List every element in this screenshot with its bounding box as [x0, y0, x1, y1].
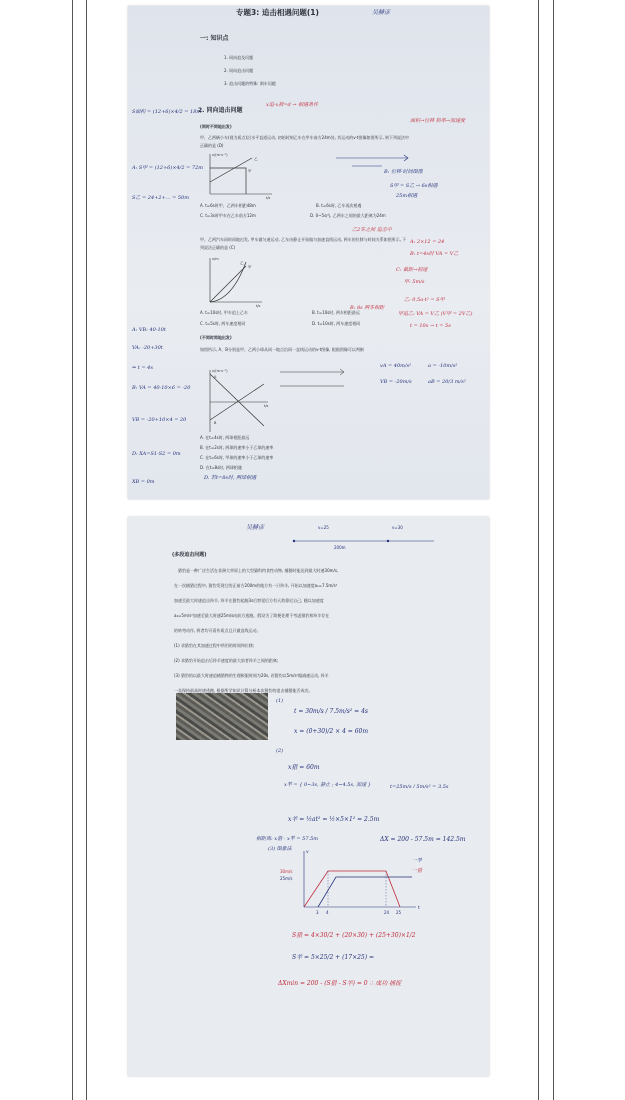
chart-b-xt	[206, 256, 266, 306]
hand-note-left-4: A: VB: 40-10t	[132, 327, 166, 333]
hand-red-5: 乙: 0.5a·t² = S甲	[404, 297, 445, 303]
answer-2-xantelope: x羊 = { 0~3s, 静止 ; 4~4.5s, 加速 }	[284, 782, 371, 788]
hand-note-right-4: vA = 40m/s²	[380, 363, 412, 369]
answer-2-xcheetah: x猎 = 60m	[288, 764, 320, 771]
hand-note-right-7: aB = 20/3 m/s²	[428, 379, 466, 385]
answer-1-disp: x = (0+30)/2 × 4 = 60m	[294, 728, 369, 735]
problem-a-text: 甲、乙两辆小车(视为质点)沿水平直道运动, 初始时刻乙车在甲车前方24m处, 其运动的v-t图像如图所示, 则下列说法中正确的是 (D)	[200, 135, 410, 148]
hand-note-left-5: VA: -20+30t	[132, 345, 163, 351]
chart-b-series-b: 乙	[240, 261, 244, 265]
sketch-chase-diagram	[288, 519, 438, 549]
note-area-slope: 面积→位移 斜率→加速度	[410, 118, 465, 124]
graph3-speed-hi: 30m/s	[280, 869, 293, 874]
problem-a-option-b: B. t=6s时, 乙车再次相遇	[316, 203, 362, 208]
page-border-left-inner	[86, 0, 87, 1100]
problem-line-9: 一直保持最高时速逃跑, 根据所学知识计算分析本次猎豹的追击捕猎能否成功。	[174, 688, 313, 693]
hand-red-7: t = 10s → t = 5s	[410, 323, 451, 329]
problem-question-3: (3) 猎豹的以最大时速追捕猎物的生理极限时间为20s, 若猎豹以5m/s²做减速运动, 羚羊	[174, 673, 329, 678]
answer-1-time: t = 30m/s / 7.5m/s² = 4s	[294, 708, 368, 715]
chart-a-series-b: 乙	[254, 157, 258, 161]
problem-line-3: 加速至最大时速追击羚羊, 羚羊在猎豹起跑3s后察觉后方有天敌靠近自己, 随以加速度	[174, 598, 324, 603]
hand-note-left-2: A: S甲 = (12+6)×4/2 = 72m	[132, 165, 204, 171]
hand-note-left-8: VB = -20+10×4 = 20	[132, 417, 187, 423]
problem-c-text: 如图所示, A、B分别是甲、乙两小球从同一地点沿同一直线运动的v-t图像, 根据图像可以判断	[200, 347, 364, 352]
hand-note-right-2: S甲 = S乙 → 6s相遇	[390, 183, 438, 189]
note-meet-condition: x追-x被=d → 相遇条件	[266, 102, 319, 108]
chart-b-axis-x: x/m	[212, 257, 219, 261]
answer-1-label: (1)	[276, 698, 284, 704]
problem-line-5: 的转弯动作, 两者均可看作质点且只做直线运动。	[174, 628, 261, 633]
chart-a-vt	[206, 152, 276, 198]
chart-b-axis-t: t/s	[256, 304, 261, 308]
chart-c-series-b: B	[214, 421, 217, 425]
page-border-right-outer	[553, 0, 554, 1100]
answer-2-gap: 相距离: x猎 - x羊 = 57.5m	[256, 836, 319, 842]
problem-b-option-c: C. t=5s时, 两车速度相同	[200, 321, 246, 326]
hand-note-right-1: B: 位移-时间图像	[384, 169, 423, 175]
chart-c-axis-v: v/(m·s⁻¹)	[212, 369, 228, 373]
problem-b-option-b: B. t=10s时, 两车相距最远	[312, 310, 360, 315]
hand-note-right-3: 25m相遇	[396, 193, 418, 199]
chart-a-series-a: 甲	[248, 169, 252, 173]
student-name: 吴赫彦	[372, 9, 391, 16]
hand-red-2: B: t=4s时 VA = V乙	[410, 251, 459, 257]
hand-note-left-7: B: VA = 40-10×6 = -20	[132, 385, 191, 391]
problem-c-option-d: D. 在t=8s时, 两球相遇	[200, 465, 242, 470]
hand-red-6: 甲追乙: VA = V乙 (V甲 = 2V乙)	[398, 311, 473, 317]
sub-heading-same-time: (同时不同地出发)	[200, 124, 232, 129]
hand-note-right-5: a = -10m/s²	[428, 363, 458, 369]
graph3-speed-lo: 25m/s	[280, 876, 293, 881]
problem-question-2: (2) 求猎豹开始追击后羚羊速度的最大前者羚羊之间的距离;	[174, 658, 279, 663]
knowledge-item-2: 2. 同向追击问题	[224, 68, 254, 73]
graph3-t3: 24	[384, 910, 390, 915]
chart-a-axis-v: v/(m·s⁻¹)	[212, 153, 228, 157]
section-heading-multistage: (多段追击问题)	[172, 552, 207, 558]
hand-note-right-8: D. 若t=8s时, 两球相遇	[204, 475, 257, 481]
graph3-t1: 3	[316, 910, 319, 915]
problem-b-text: 甲、乙两汽车同时同地出发, 甲车做匀速运动, 乙车由静止开始做匀加速直线运动, 两车的位移与时间关系如图所示, 下列说法正确的是 (C)	[200, 237, 407, 250]
problem-a-option-d: D. 0~5s内, 乙两车之间的最大距离为24m	[310, 213, 386, 218]
section-heading-same-direction: 2. 同向追击问题	[198, 107, 243, 114]
sketch-arrow-axis-2	[278, 366, 348, 392]
student-name-2: 吴赫彦	[246, 524, 265, 531]
graph3-legend-cheetah: 一猎	[412, 868, 423, 874]
problem-line-1: 猎豹是一种广泛生活在非洲大草原上的大型猫科肉食性动物, 捕猎时能达到最大时速30m/s,	[178, 568, 339, 573]
problem-question-1: (1) 求猎豹在其加速过程中所用的时间和位移;	[174, 643, 255, 648]
knowledge-item-3: 3. 追击问题的特殊: 刹车问题	[224, 81, 276, 86]
section-heading-knowledge: 一: 知识点	[200, 35, 229, 42]
problem-a-option-a: A. t=6s时甲、乙两车相距48m	[200, 203, 256, 208]
answer-2-delta: ΔX = 200 - 57.5m = 142.5m	[380, 836, 466, 843]
answer-3-vt-graph	[280, 847, 430, 919]
hand-red-9: B: 8s 两车相距	[350, 305, 385, 311]
hand-red-4: 甲: 5m/s	[404, 279, 425, 285]
hand-red-1: A: 2×12 = 24	[410, 239, 445, 245]
chart-c-series-a: A	[214, 375, 217, 379]
hand-red-3: C: 截距→初速	[396, 267, 428, 273]
problem-b-option-d: D. t=10s时, 两车速度相同	[312, 321, 361, 326]
answer-3-conclusion: ΔXmin = 200 - (S猎 - S羊) = 0 ∴ 成功 捕捉	[278, 980, 402, 987]
hand-note-left-6: ⇒ t = 4s	[132, 365, 153, 371]
problem-c-option-a: A. 在t=4s时, 两球相距最远	[200, 435, 250, 440]
graph3-t2: 4	[326, 910, 329, 915]
page-border-left-outer	[72, 0, 73, 1100]
page-border-right-inner	[538, 0, 539, 1100]
sub-heading-diff-time: (不同时同地出发)	[200, 335, 232, 340]
chart-a-axis-t: t/s	[266, 196, 271, 200]
graph3-axis-v: v	[306, 850, 309, 855]
knowledge-item-1: 1. 同向追及问题	[224, 55, 254, 60]
hand-note-left-10: XB = 0m	[132, 479, 155, 485]
sketch-dist: 200m	[334, 545, 346, 550]
problem-c-option-c: C. 在t=6s时, 甲球的速率小于乙球的速率	[200, 455, 274, 460]
answer-2-label: (2)	[276, 748, 284, 754]
chart-b-series-a: 甲	[248, 265, 252, 269]
chart-c-vt	[206, 368, 272, 434]
graph3-t4: 25	[396, 910, 402, 915]
answer-2-disp: x羊 = ½at² = ½×5×1² = 2.5m	[288, 816, 380, 823]
answer-3-scheetah: S猎 = 4×30/2 + (20×30) + (25+30)×1/2	[292, 932, 416, 939]
cheetah-photo	[176, 693, 268, 740]
sketch-v1: v=25	[318, 525, 329, 530]
problem-line-2: 在一次捕猎过程中, 猎豹发现它的正前方200m的地方有一只羚羊, 开始以加速度a₁=7.5m/s²	[174, 583, 338, 588]
hand-note-left-1: S面积 = (12+6)×4/2 = 18m	[132, 109, 202, 115]
graph3-axis-t: t	[418, 906, 420, 911]
problem-a-option-c: C. t=3s时甲车在乙车前方12m	[200, 213, 256, 218]
problem-line-4: a₂=5m/s²加速至最大时速25m/s向前方逃跑。假设为了简便处理不考虑猎豹和羚羊存在	[174, 613, 330, 618]
problem-b-option-a: A. t=10s时, 甲车追上乙车	[200, 310, 248, 315]
chart-c-axis-t: t/s	[264, 404, 269, 408]
worksheet-page-2	[128, 517, 489, 1076]
answer-3-santelope: S羊 = 5×25/2 + (17×25) =	[292, 954, 375, 961]
hand-note-left-3: S乙 = 24+2+... = 50m	[132, 195, 189, 201]
problem-c-option-b: B. 在t=2s时, 两球的速率小于乙球的速率	[200, 445, 274, 450]
answer-3-label: (3) 图象法	[268, 846, 292, 852]
answer-2-time: t=25m/s / 5m/s² = 3.5s	[390, 784, 449, 790]
hand-note-right-6: VB = -20m/s	[380, 379, 412, 385]
worksheet-page-1	[128, 6, 489, 499]
page-title: 专题3: 追击相遇问题(1)	[236, 8, 319, 17]
graph3-legend-antelope: 一羊	[412, 858, 423, 864]
sketch-arrow-axis	[332, 146, 412, 170]
hand-note-left-9: D: XA=S1-S2 = 0m	[132, 451, 181, 457]
sketch-v2: v=30	[392, 525, 403, 530]
hand-red-8: 乙2车之间 追击中	[352, 227, 392, 233]
